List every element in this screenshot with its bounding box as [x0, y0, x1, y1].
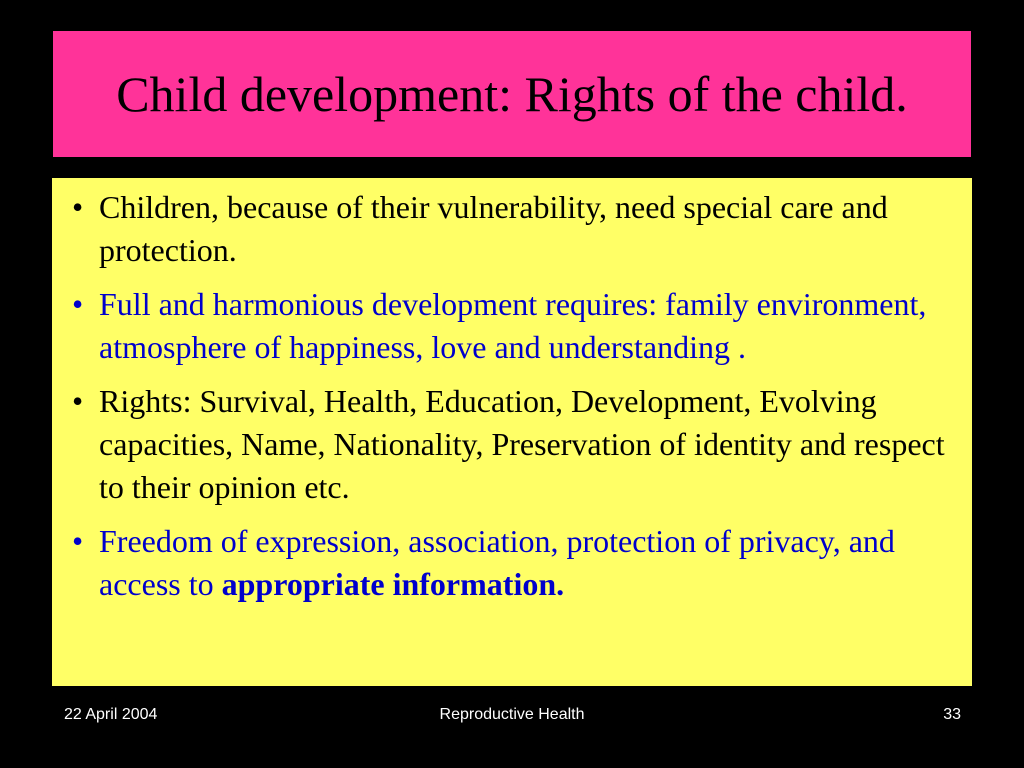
bullet-list [72, 186, 948, 606]
bullet-item-2 [72, 283, 948, 369]
bullet-text-bold: appropriate information. [221, 566, 565, 602]
footer-date: 22 April 2004 [64, 706, 158, 723]
bullet-icon: • [72, 383, 84, 419]
bullet-icon: • [72, 189, 84, 225]
footer-page-number: 33 [943, 706, 961, 723]
bullet-item-4 [72, 520, 948, 606]
bullet-text: Full and harmonious development requires: family environment, atmosphere of happiness, love and understanding . [99, 286, 927, 365]
title-box [52, 30, 972, 158]
bullet-icon: • [72, 286, 84, 322]
bullet-text: Children, because of their vulnerability, need special care and protection. [99, 189, 888, 268]
bullet-item-3 [72, 380, 948, 509]
bullet-text: Freedom of expression, association, protection of privacy, and access to [99, 523, 895, 602]
content-box [52, 178, 972, 686]
bullet-text: Rights: Survival, Health, Education, Development, Evolving capacities, Name, Nationality, Preservation of identity and respect to their opinion etc. [99, 383, 945, 505]
bullet-item-1 [72, 186, 948, 272]
slide-title: Child development: Rights of the child. [116, 66, 908, 122]
bullet-icon: • [72, 523, 84, 559]
footer-title: Reproductive Health [439, 706, 585, 723]
